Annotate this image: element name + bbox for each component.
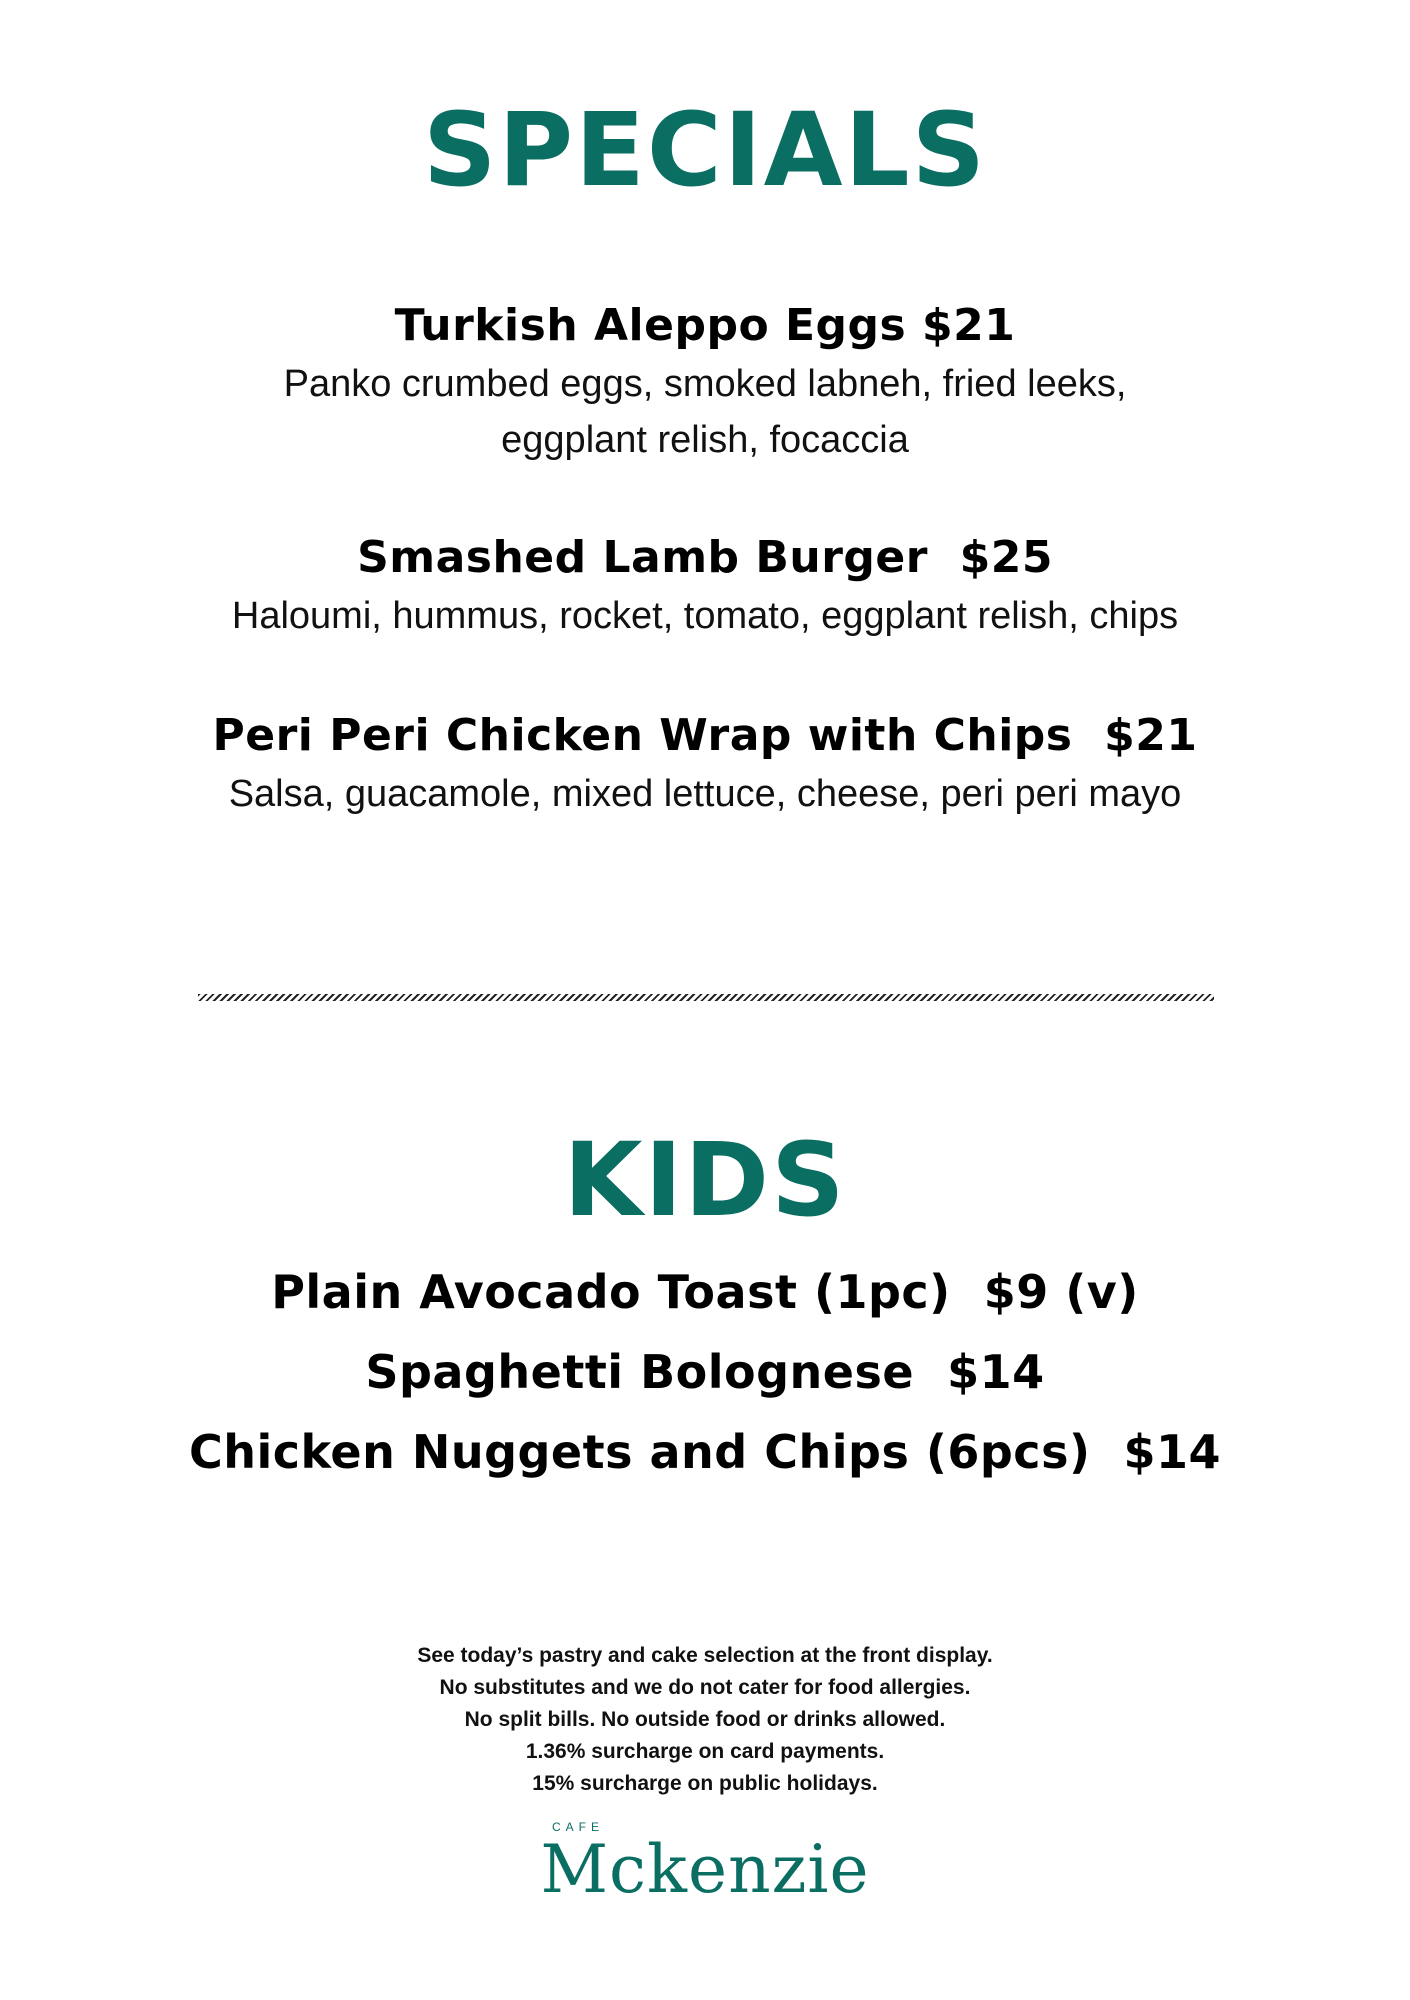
description-line: Panko crumbed eggs, smoked labneh, fried leeks, [283,363,1127,405]
kids-title: KIDS [563,1121,847,1240]
kids-item: Chicken Nuggets and Chips (6pcs) $14 [188,1425,1222,1479]
kids-item: Plain Avocado Toast (1pc) $9 (v) [271,1265,1139,1319]
policy-note: 15% surcharge on public holidays. [532,1772,878,1795]
kids-item: Spaghetti Bolognese $14 [365,1345,1045,1399]
special-item-name: Turkish Aleppo Eggs $21 [394,300,1016,351]
description-line: Haloumi, hummus, rocket, tomato, eggplant relish, chips [231,595,1179,637]
description-line: eggplant relish, focaccia [501,419,909,461]
policy-notes [0,1640,1410,1800]
policy-note: See today’s pastry and cake selection at the front display. [417,1644,993,1667]
policy-note: 1.36% surcharge on card payments. [525,1740,885,1763]
section-divider [198,994,1214,1001]
policy-note: No split bills. No outside food or drinks allowed. [464,1708,946,1731]
special-item-description [0,588,1410,644]
special-item [0,298,1410,468]
special-item-description [0,356,1410,468]
logo-wordmark: Mckenzie [540,1831,870,1908]
description-line: Salsa, guacamole, mixed lettuce, cheese, peri peri mayo [228,773,1182,815]
logo-cafe-label: CAFE [552,1820,605,1834]
specials-title: SPECIALS [422,91,988,210]
special-item [0,530,1410,644]
special-item-name: Smashed Lamb Burger $25 [357,532,1053,583]
special-item-description [0,766,1410,822]
policy-note: No substitutes and we do not cater for food allergies. [439,1676,971,1699]
special-item-name: Peri Peri Chicken Wrap with Chips $21 [212,710,1198,761]
special-item [0,708,1410,822]
